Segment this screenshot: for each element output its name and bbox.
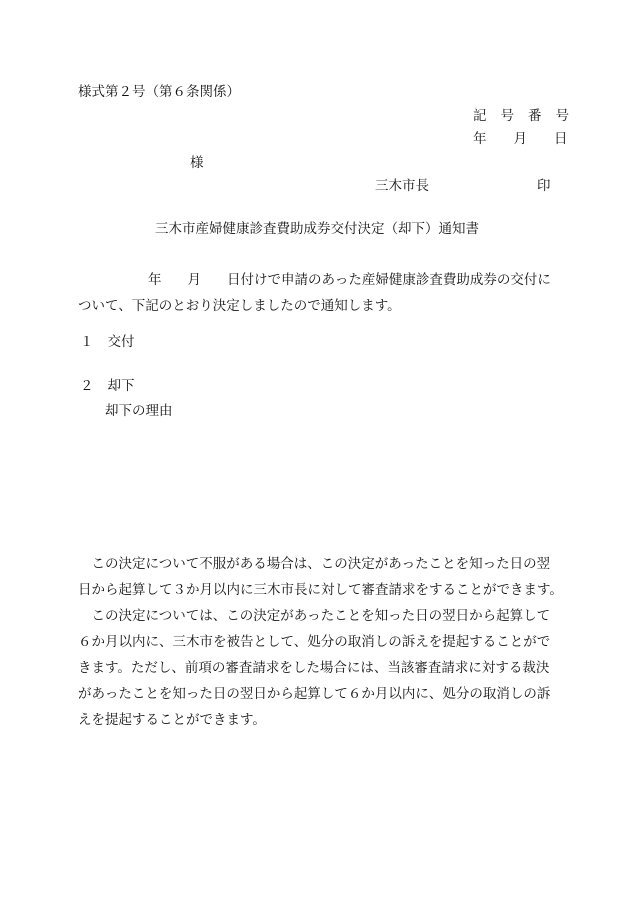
issuer-line: [375, 180, 551, 194]
item-number: １: [80, 334, 94, 350]
notice-line: えを提起することができます。: [78, 712, 266, 728]
reference-number: [473, 110, 569, 124]
item-grant: [80, 336, 135, 350]
form-number: 様式第２号（第６条関係）: [78, 84, 240, 100]
item-number: ２: [80, 378, 94, 394]
ref-char: 記: [473, 108, 487, 124]
notice-line: ６か月以内に、三木市を被告として、処分の取消しの訴えを提起することがで: [78, 634, 551, 650]
body-month-label: 月: [187, 272, 201, 288]
body-year-label: 年: [148, 272, 162, 288]
appeal-notice: [78, 551, 580, 733]
date-year-label: 年: [473, 131, 487, 147]
notice-line: があったことを知った日の翌日から起算して６か月以内に、処分の取消しの訴: [78, 686, 551, 702]
notice-line: この決定については、この決定があったことを知った日の翌日から起算して: [78, 608, 551, 624]
body-line-1-text: 日付けで申請のあった産婦健康診査費助成券の交付に: [227, 272, 551, 288]
notice-line: この決定について不服がある場合は、この決定があったことを知った日の翌: [78, 556, 551, 572]
ref-char: 号: [555, 108, 569, 124]
issue-date: [473, 133, 568, 147]
ref-char: 番: [528, 108, 542, 124]
date-month-label: 月: [513, 131, 527, 147]
issuer-name: 三木市長: [375, 178, 429, 194]
rejection-reason-label: 却下の理由: [105, 403, 173, 419]
notice-line: 日から起算して３か月以内に三木市長に対して審査請求をすることができます。: [78, 582, 563, 598]
ref-char: 号: [500, 108, 514, 124]
document-title: 三木市産婦健康診査費助成券交付決定（却下）通知書: [155, 221, 479, 237]
body-paragraph: [78, 267, 578, 319]
item-label: 却下: [107, 378, 135, 394]
body-line-2: ついて、下記のとおり決定しましたので通知します。: [78, 298, 401, 314]
notice-line: きます。ただし、前項の審査請求をした場合には、当該審査請求に対する裁決: [78, 660, 550, 676]
addressee: 様: [190, 155, 204, 171]
seal-mark: 印: [537, 178, 551, 194]
item-reject: [80, 380, 135, 394]
item-label: 交付: [107, 334, 135, 350]
body-line-1: [78, 267, 578, 293]
date-day-label: 日: [554, 131, 568, 147]
